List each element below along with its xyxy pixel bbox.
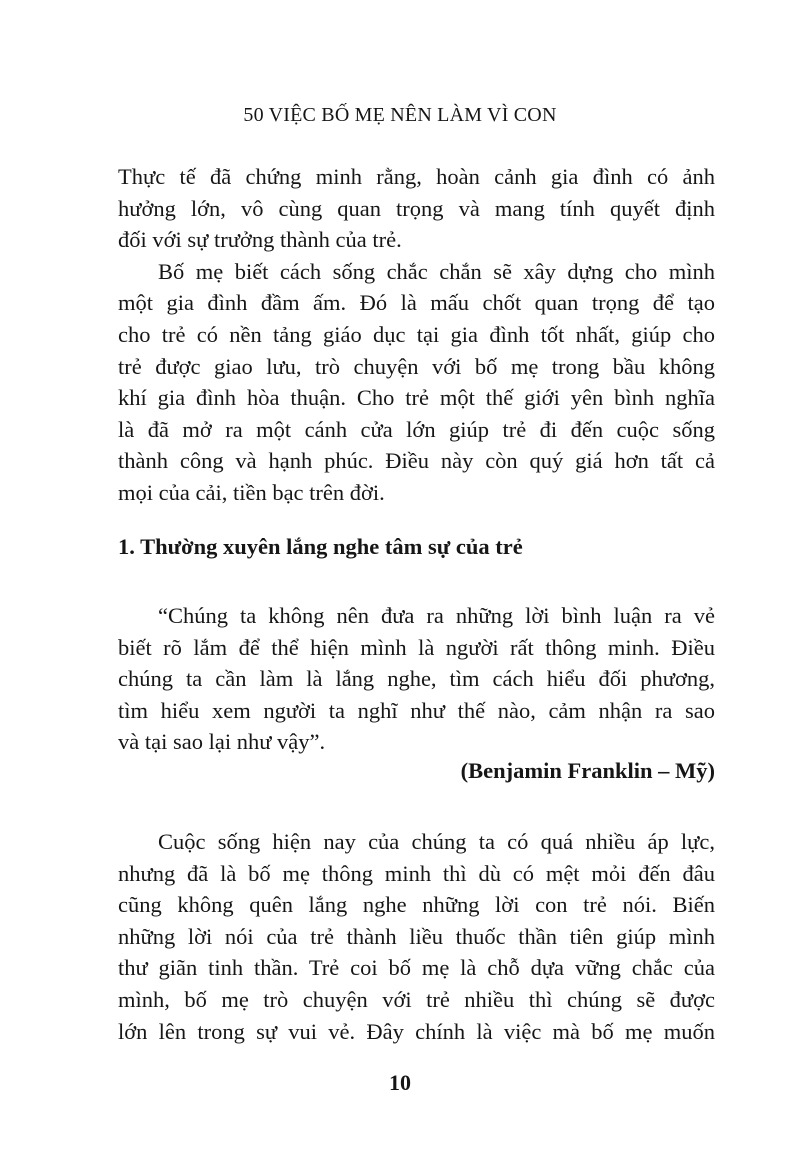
text-line: trẻ được giao lưu, trò chuyện với bố mẹ trong bầu không bbox=[118, 353, 715, 379]
quote-attribution: (Benjamin Franklin – Mỹ) bbox=[460, 758, 715, 783]
page-number: 10 bbox=[389, 1070, 411, 1095]
quote-line: tìm hiểu xem người ta nghĩ như thế nào, cảm nhận ra sao bbox=[118, 697, 715, 723]
text-line: Bố mẹ biết cách sống chắc chắn sẽ xây dựng cho mình bbox=[158, 258, 715, 284]
text-line: cho trẻ có nền tảng giáo dục tại gia đình tốt nhất, giúp cho bbox=[118, 321, 715, 347]
body-paragraph bbox=[118, 826, 715, 1047]
section-heading: 1. Thường xuyên lắng nghe tâm sự của trẻ bbox=[118, 534, 523, 559]
text-line: thành công và hạnh phúc. Điều này còn quý giá hơn tất cả bbox=[118, 448, 715, 474]
text-line: một gia đình đầm ấm. Đó là mấu chốt quan trọng để tạo bbox=[118, 290, 715, 316]
quote-line: “Chúng ta không nên đưa ra những lời bình luận ra vẻ bbox=[158, 603, 715, 628]
text-line: lớn lên trong sự vui vẻ. Đây chính là việc mà bố mẹ muốn bbox=[118, 1018, 715, 1044]
text-line: Cuộc sống hiện nay của chúng ta có quá nhiều áp lực, bbox=[158, 829, 715, 854]
text-line: khí gia đình hòa thuận. Cho trẻ một thế giới yên bình nghĩa bbox=[118, 385, 715, 411]
intro-text bbox=[118, 161, 715, 509]
text-line: Thực tế đã chứng minh rằng, hoàn cảnh gia đình có ảnh bbox=[118, 164, 715, 189]
quote-line: và tại sao lại như vậy”. bbox=[118, 729, 326, 755]
quote-line: chúng ta cần làm là lắng nghe, tìm cách hiểu đối phương, bbox=[118, 666, 715, 692]
running-header: 50 VIỆC BỐ MẸ NÊN LÀM VÌ CON bbox=[243, 104, 557, 126]
text-line: đối với sự trưởng thành của trẻ. bbox=[118, 227, 402, 253]
text-line: mọi của cải, tiền bạc trên đời. bbox=[118, 479, 385, 505]
quote-line: biết rõ lắm để thể hiện mình là người rất thông minh. Điều bbox=[118, 634, 715, 660]
text-line: hưởng lớn, vô cùng quan trọng và mang tính quyết định bbox=[118, 195, 715, 221]
text-line: mình, bố mẹ trò chuyện với trẻ nhiều thì chúng sẽ được bbox=[118, 986, 715, 1012]
quote-text bbox=[118, 600, 715, 758]
text-line: thư giãn tinh thần. Trẻ coi bố mẹ là chỗ dựa vững chắc của bbox=[118, 955, 715, 981]
text-line: cũng không quên lắng nghe những lời con trẻ nói. Biến bbox=[118, 892, 715, 918]
text-line: nhưng đã là bố mẹ thông minh thì dù có mệt mỏi đến đâu bbox=[118, 860, 715, 886]
text-line: là đã mở ra một cánh cửa lớn giúp trẻ đi đến cuộc sống bbox=[118, 416, 715, 442]
text-line: những lời nói của trẻ thành liều thuốc thần tiên giúp mình bbox=[118, 923, 715, 949]
